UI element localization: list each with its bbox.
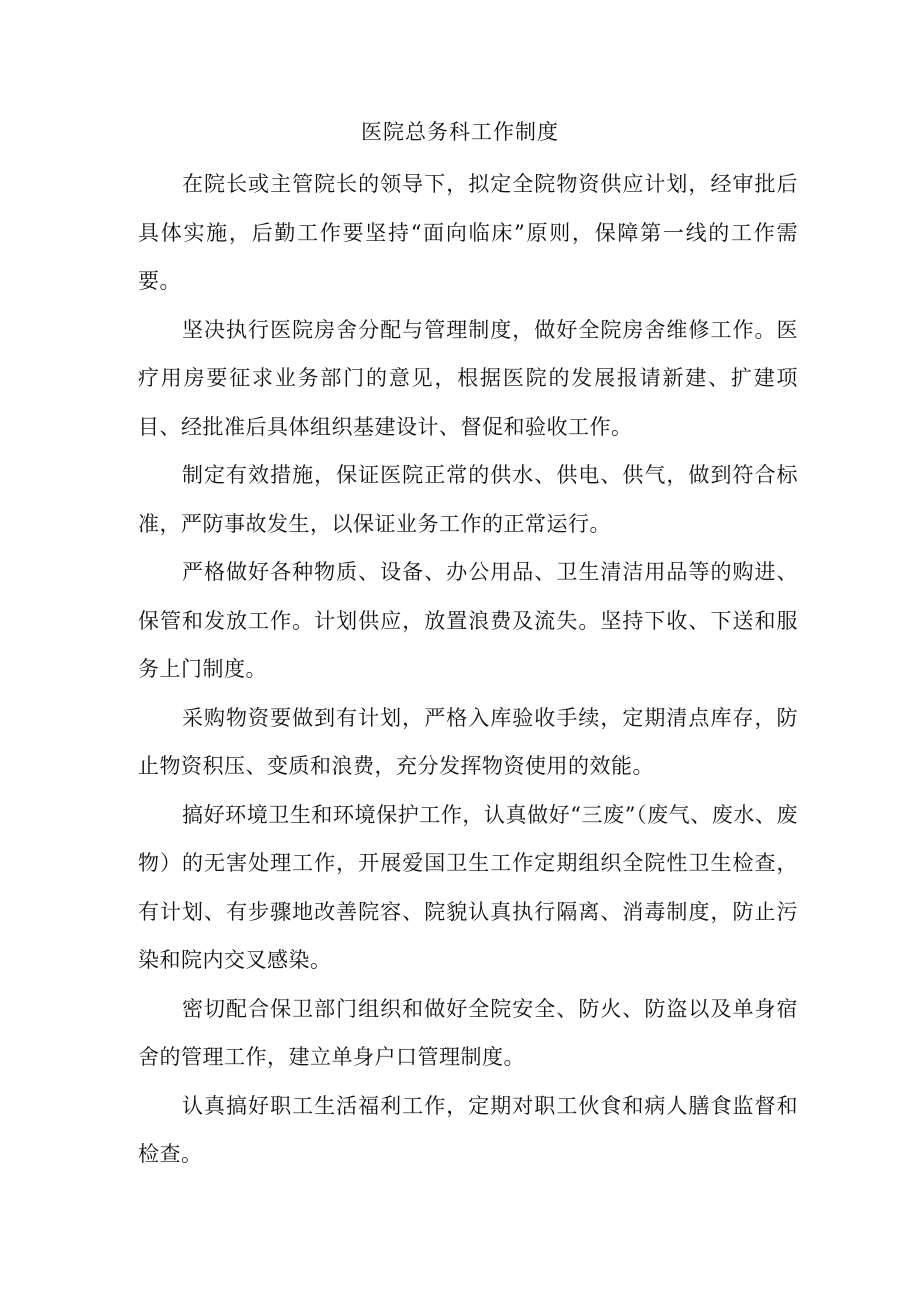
paragraph-6: 搞好环境卫生和环境保护工作，认真做好“三废”（废气、废水、废物）的无害处理工作，开展爱国卫生工作定期组织全院性卫生检查，有计划、有步骤地改善院容、院貌认真执行隔离、消毒制度，防止污染和院内交叉感染。	[138, 802, 798, 972]
document-title: 医院总务科工作制度	[361, 120, 559, 144]
paragraph-7: 密切配合保卫部门组织和做好全院安全、防火、防盗以及单身宿舍的管理工作，建立单身户口管理制度。	[138, 996, 798, 1069]
paragraph-4: 严格做好各种物质、设备、办公用品、卫生清洁用品等的购进、保管和发放工作。计划供应，放置浪费及流失。坚持下收、下送和服务上门制度。	[138, 560, 798, 681]
paragraph-2: 坚决执行医院房舍分配与管理制度，做好全院房舍维修工作。医疗用房要征求业务部门的意见，根据医院的发展报请新建、扩建项目、经批准后具体组织基建设计、督促和验收工作。	[138, 317, 798, 439]
paragraph-3: 制定有效措施，保证医院正常的供水、供电、供气，做到符合标准，严防事故发生，以保证业务工作的正常运行。	[138, 463, 798, 536]
document-body	[138, 160, 798, 1179]
paragraph-1: 在院长或主管院长的领导下，拟定全院物资供应计划，经审批后具体实施，后勤工作要坚持“面向临床”原则，保障第一线的工作需要。	[138, 172, 798, 293]
paragraph-8: 认真搞好职工生活福利工作，定期对职工伙食和病人膳食监督和检查。	[138, 1093, 798, 1166]
paragraph-5: 采购物资要做到有计划，严格入库验收手续，定期清点库存，防止物资积压、变质和浪费，充分发挥物资使用的效能。	[138, 705, 798, 778]
